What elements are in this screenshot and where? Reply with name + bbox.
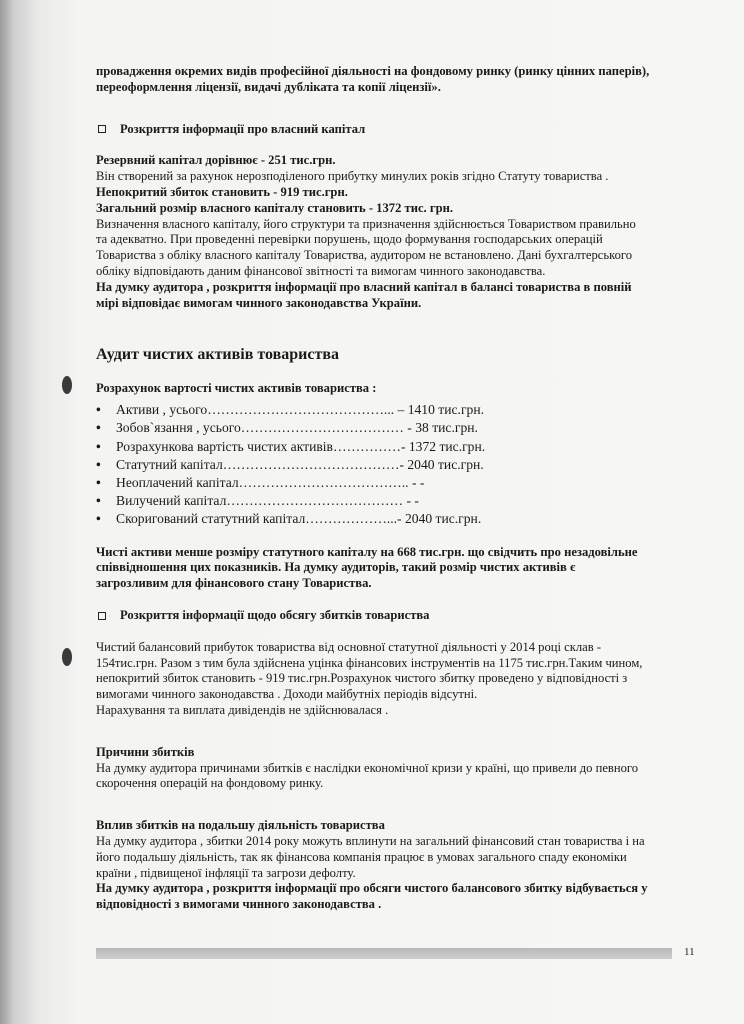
square-bullet-icon [98, 125, 106, 133]
dot-bullet-icon: • [96, 511, 101, 527]
impact-opinion-1: На думку аудитора , розкриття інформації про обсяги чистого балансового збитку відбувається у [96, 881, 648, 896]
equity-text-1: Визначення власного капіталу, його структури та призначення здійснюється Товариством правильно [96, 216, 636, 231]
dot-bullet-icon: • [96, 493, 101, 509]
impact-text-1: На думку аудитора , збитки 2014 року можуть вплинути на загальний фінансовий стан товариства і на [96, 833, 645, 848]
reserve-capital-note: Він створений за рахунок нерозподіленого прибутку минулих років згідно Статуту товариства . [96, 169, 609, 184]
equity-text-4: обліку відповідають даним фінансової звітності та вимогам чинного законодавства. [96, 263, 546, 278]
uncovered-loss: Непокритий збиток становить - 919 тис.грн. [96, 184, 348, 199]
causes-heading: Причини збитків [96, 744, 195, 759]
square-bullet-icon [98, 612, 106, 620]
list-item: • Неоплачений капітал……………………………….. - - [96, 474, 696, 492]
reserve-capital: Резервний капітал дорівнює - 251 тис.грн. [96, 153, 336, 168]
equity-opinion-1: На думку аудитора , розкриття інформації про власний капітал в балансі товариства в повній [96, 279, 632, 294]
equity-opinion-2: мірі відповідає вимогам чинного законодавства України. [96, 295, 422, 310]
equity-heading: Розкриття інформації про власний капітал [96, 122, 696, 138]
binder-hole [62, 376, 72, 394]
dot-bullet-icon: • [96, 474, 101, 490]
impact-opinion-2: відповідності з вимогами чинного законодавства . [96, 897, 382, 912]
dot-bullet-icon: • [96, 402, 101, 418]
list-item: • Зобов`язання , усього……………………………… - 38 тис.грн. [96, 419, 696, 437]
impact-text-3: країни , підвищеної інфляції та загрози дефолту. [96, 865, 356, 880]
list-item: • Розрахункова вартість чистих активів……………- 1372 тис.грн. [96, 438, 696, 456]
impact-text-2: його подальшу діяльність, так як фінансова компанія працює в умовах загального спаду економіки [96, 849, 627, 864]
intro-line-2: переоформлення ліцензії, видачі дубліката та копії ліцензії». [96, 79, 441, 94]
list-item: • Вилучений капітал………………………………… - - [96, 492, 696, 510]
equity-text-3: Товариства з обліку власного капіталу Товариства, аудитором не встановлено. Дані бухгалтерського [96, 248, 633, 263]
losses-text-5: Нарахування та виплата дивідендів не здійснювалася . [96, 702, 389, 717]
net-assets-conclusion-1: Чисті активи менше розміру статутного капіталу на 668 тис.грн. що свідчить про незадовільне [96, 544, 638, 559]
net-assets-calc-heading: Розрахунок вартості чистих активів товариства : [96, 381, 377, 396]
binder-hole [62, 648, 72, 666]
list-item: • Статутний капітал…………………………………- 2040 тис.грн. [96, 456, 696, 474]
dot-bullet-icon: • [96, 438, 101, 454]
net-assets-conclusion-2: співвідношення цих показників. На думку аудиторів, такий розмір чистих активів є [96, 560, 576, 575]
losses-text-4: вимогами чинного законодавства . Доходи майбутніх періодів відсутні. [96, 687, 478, 702]
equity-text-2: та адекватно. При проведенні перевірки порушень, щодо формування господарських операцій [96, 232, 603, 247]
causes-text-2: скорочення операцій на фондовому ринку. [96, 776, 324, 791]
document-body [96, 64, 696, 913]
footer-bar [96, 948, 672, 959]
net-assets-title: Аудит чистих активів товариства [96, 346, 339, 364]
list-item: • Скоригований статутний капітал………………...- 2040 тис.грн. [96, 510, 696, 528]
intro-line-1: провадження окремих видів професійної діяльності на фондовому ринку (ринку цінних паперів), [96, 64, 650, 78]
total-equity: Загальний розмір власного капіталу становить - 1372 тис. грн. [96, 200, 453, 215]
losses-heading: Розкриття інформації щодо обсягу збитків товариства [96, 608, 696, 624]
losses-text-3: непокритий збиток становить - 919 тис.грн.Розрахунок чистого збитку проведено у відповідності з [96, 671, 628, 686]
list-item: • Активи , усього…………………………………... – 1410 тис.грн. [96, 401, 696, 419]
page-number: 11 [684, 946, 695, 958]
causes-text-1: На думку аудитора причинами збитків є наслідки економічної кризи у країні, що привели до певного [96, 760, 639, 775]
losses-text-2: 154тис.грн. Разом з тим була здійснена уцінка фінансових інструментів на 1175 тис.грн.Таким чином, [96, 655, 643, 670]
dot-bullet-icon: • [96, 456, 101, 472]
impact-heading: Вплив збитків на подальшу діяльність товариства [96, 818, 385, 833]
losses-text-1: Чистий балансовий прибуток товариства від основної статутної діяльності у 2014 році склав - [96, 639, 602, 654]
net-assets-conclusion-3: загрозливим для фінансового стану Товариства. [96, 576, 372, 591]
net-assets-list [96, 401, 696, 528]
dot-bullet-icon: • [96, 420, 101, 436]
